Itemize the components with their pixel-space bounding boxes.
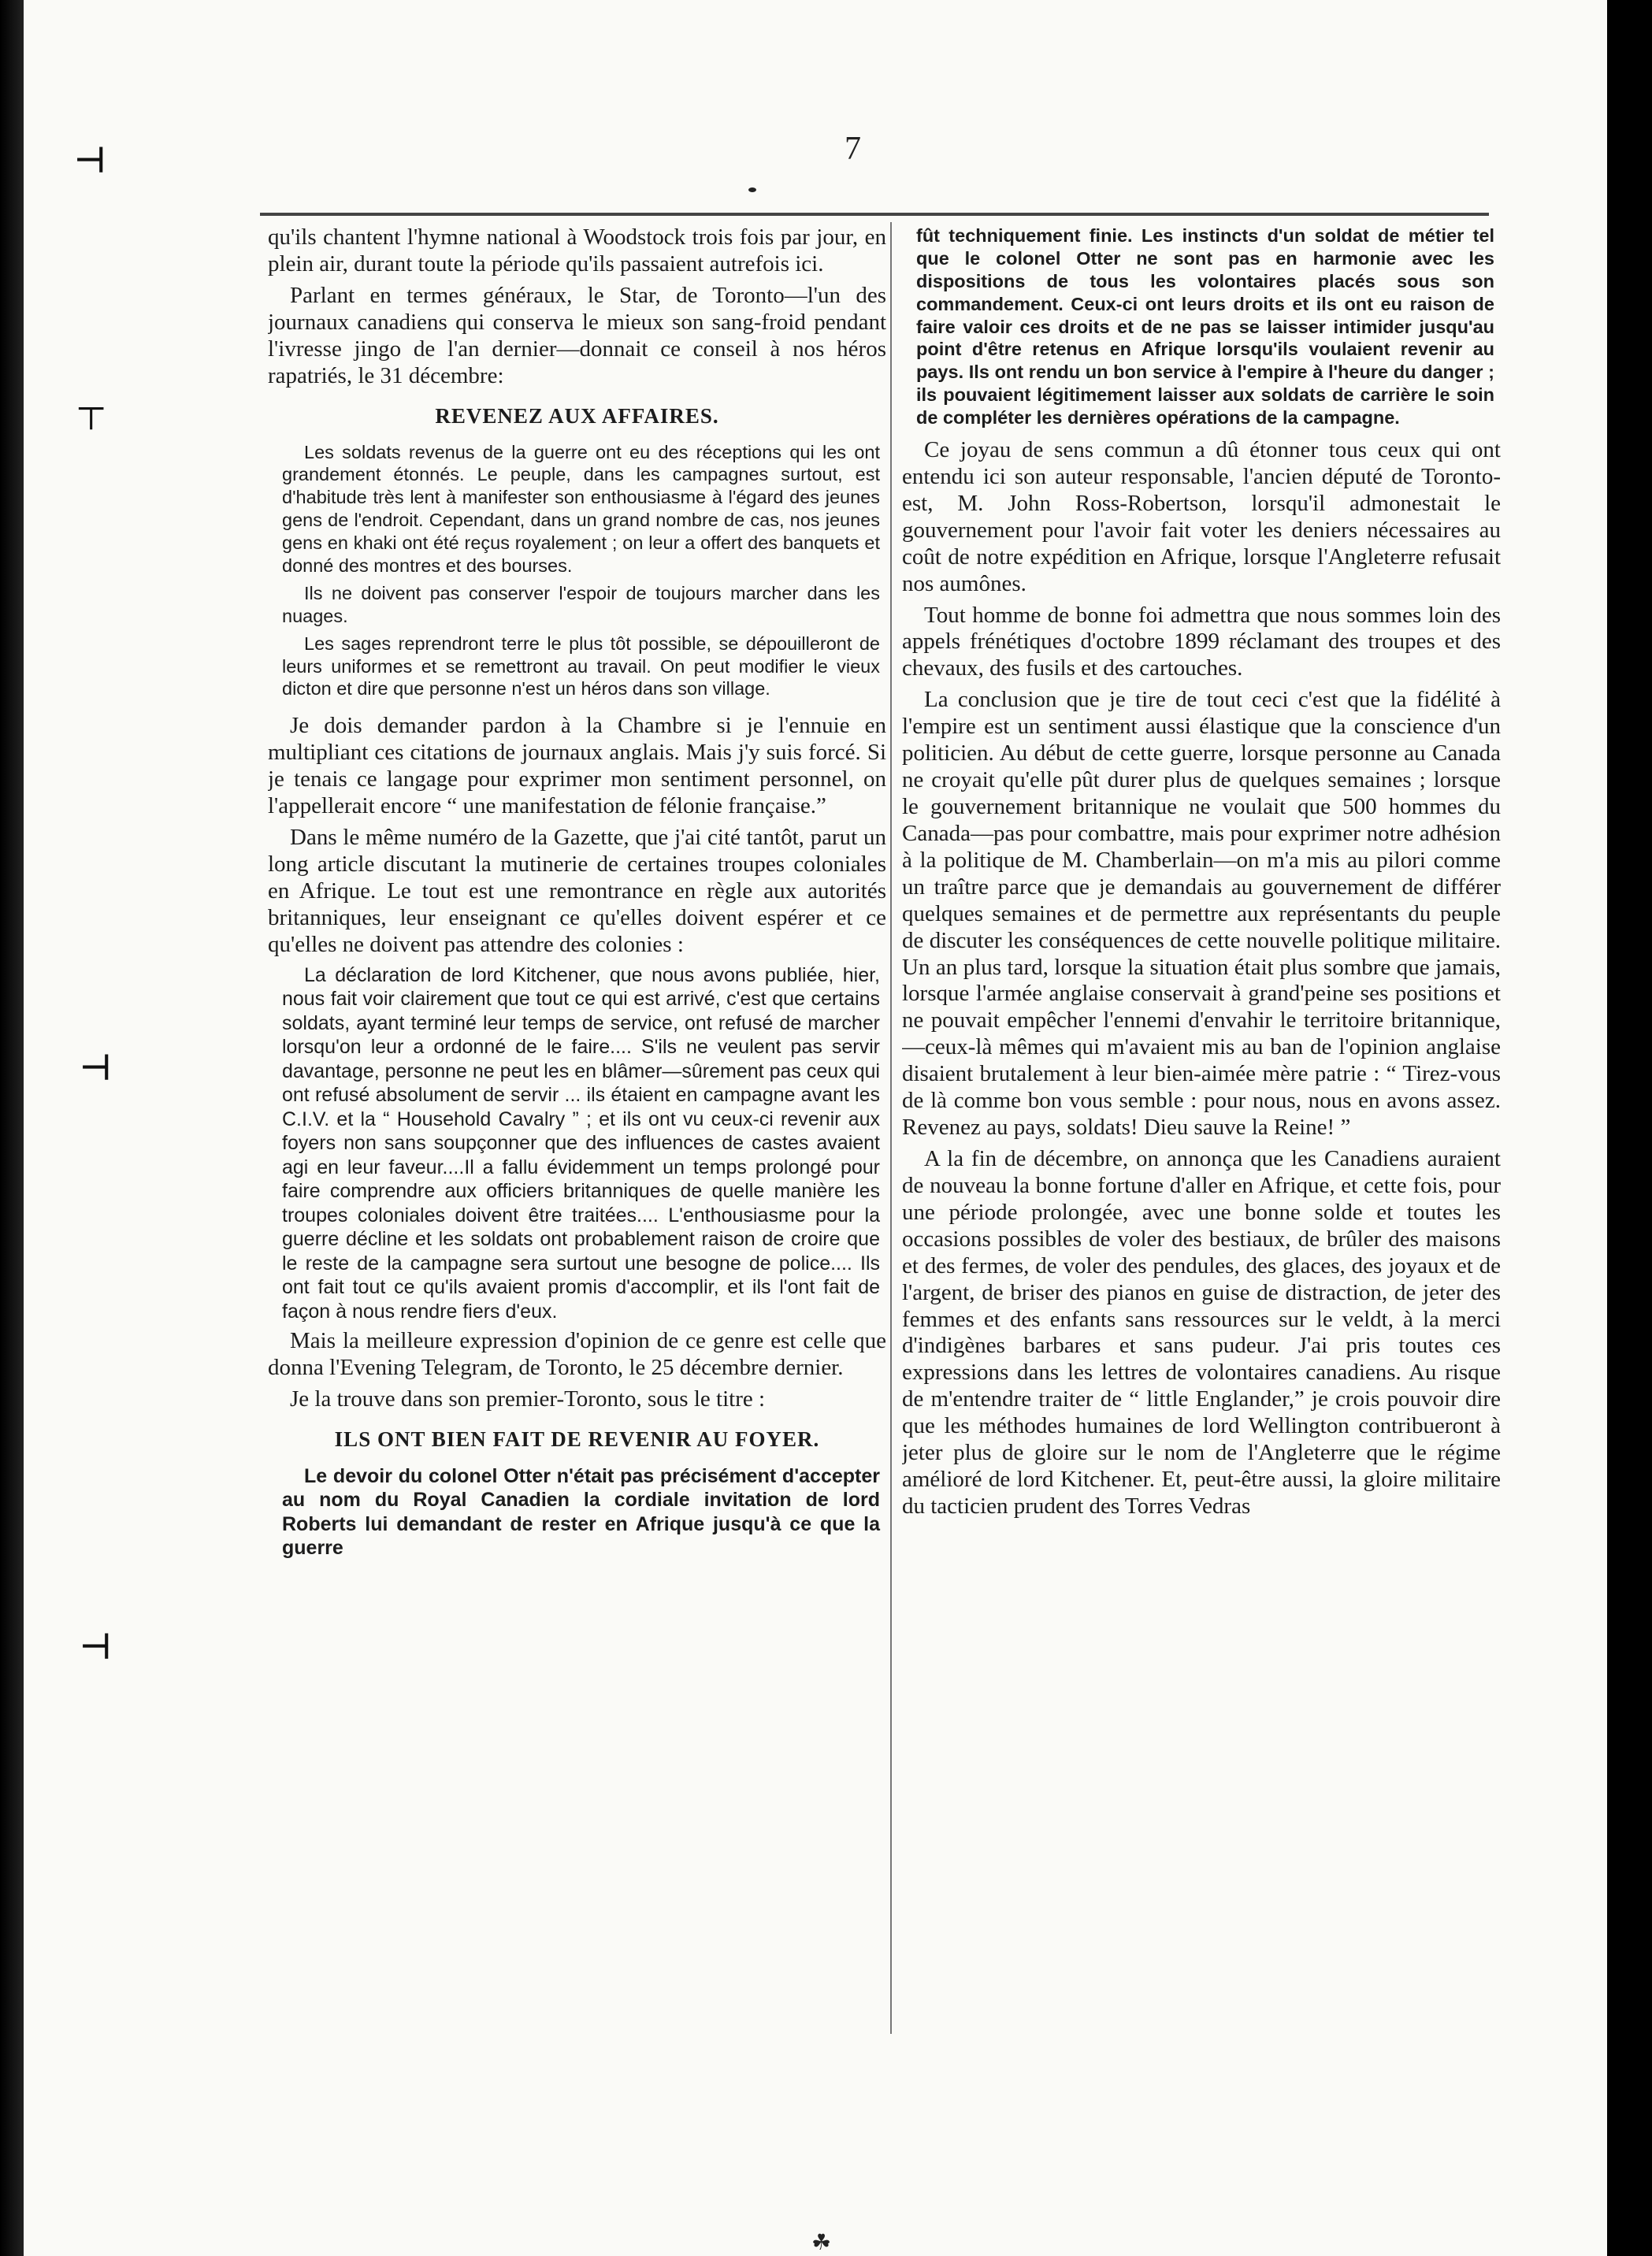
quote-paragraph: Le devoir du colonel Otter n'était pas précisément d'accepter au nom du Royal Canadien la cordiale invitation de lord Roberts lui demandant de rester en Afrique jusqu'à ce que la guerre [282, 1464, 880, 1560]
scan-right-edge [1607, 0, 1652, 2256]
quote-paragraph: fût techniquement finie. Les instincts d'un soldat de métier tel que le colonel Otter ne sont pas en harmonie avec les dispositions de tous les volontaires placés sous son commandement. Ceux-ci ont leurs droits et ils ont eu raison de faire valoir ces droits et de ne pas se laisser intimider jusqu'au point d'être retenus en Afrique lorsqu'ils voulaient revenir au pays. Ils ont rendu un bon service à l'empire à l'heure du danger ; ils pouvaient légitimement laisser aux soldats de carrière le soin de compléter les dernières opérations de la campagne. [916, 225, 1494, 429]
quote-paragraph: Les sages reprendront terre le plus tôt possible, se dépouilleront de leurs uniformes et se remettront au travail. On peut modifier le vieux dicton et dire que personne n'est un héros dans son village. [282, 633, 880, 699]
paragraph: La conclusion que je tire de tout ceci c'est que la fidélité à l'empire est un sentiment aussi élastique que la conscience d'un politicien. Au début de cette guerre, lorsque personne au Canada ne croyait qu'elle pût durer plus de quelques semaines ; lorsque le gouvernement britannique ne voulait que 500 hommes du Canada—pas pour combattre, mais pour exprimer notre adhésion à la politique de M. Chamberlain—on m'a mis au pilori comme un traître parce que je demandais au gouvernement de différer quelques semaines et de permettre aux représentants du peuple de discuter les conséquences de cette nouvelle politique militaire. Un an plus tard, lorsque la situation était plus sombre que jamais, lorsque l'armée anglaise conservait à grand'peine ses positions et ne pouvait empêcher l'ennemi d'envahir le territoire britannique,—ceux-là mêmes qui m'avaient mis au ban de l'opinion anglaise disaient brutalement à leur bien-aimée mère patrie : “ Tirez-vous de là comme bon vous semble : pour nous, nous en avons assez. Revenez au pays, soldats! Dieu sauve la Reine! ” [902, 687, 1501, 1141]
binding-mark-icon: ⊣ [75, 141, 106, 180]
paragraph: Dans le même numéro de la Gazette, que j'ai cité tantôt, parut un long article discutant la mutinerie de certaines troupes coloniales en Afrique. Le tout est une remontrance en règle aux autorités britanniques, leur enseignant ce qu'elles doivent espérer et ce qu'elles ne doivent pas attendre des colonies : [268, 825, 886, 957]
quote-paragraph: La déclaration de lord Kitchener, que nous avons publiée, hier, nous fait voir clairement que tout ce qui est arrivé, c'est que certains soldats, ayant terminé leur temps de service, ont refusé de marcher lorsqu'on leur a ordonné de le faire.... S'ils ne veulent pas servir davantage, personne ne peut les en blâmer—sûrement pas ceux qui ont refusé absolument de servir ... ils étaient en campagne avant les C.I.V. et la “ Household Cavalry ” ; et ils ont vu ceux-ci revenir aux foyers non sans soupçonner que des influences de castes avaient agi en leur faveur....Il a fallu évidemment un temps prolongé pour faire comprendre aux officiers britanniques de quelle manière les troupes coloniales doivent être traitées.... L'enthousiasme pour la guerre décline et les soldats ont probablement raison de croire que le reste de la campagne sera surtout une besogne de police.... Ils ont fait tout ce qu'ils avaient promis d'accomplir, et ils l'ont fait de façon à nous rendre fiers d'eux. [282, 963, 880, 1323]
paragraph: qu'ils chantent l'hymne national à Woodstock trois fois par jour, en plein air, durant toute la période qu'ils passaient autrefois ici. [268, 224, 886, 276]
quote-paragraph: Les soldats revenus de la guerre ont eu des réceptions qui les ont grandement étonnés. Le peuple, dans les campagnes surtout, est d'habitude très lent à manifester son enthousiasme à l'égard des jeunes gens de l'endroit. Cependant, dans un grand nombre de cas, nos jeunes gens en khaki ont été reçus royalement ; on leur a offert des banquets et donné des montres et des bourses. [282, 441, 880, 577]
column-divider [890, 222, 892, 2034]
quoted-article [268, 963, 886, 1324]
paragraph: Mais la meilleure expression d'opinion de ce genre est celle que donna l'Evening Telegram, de Toronto, le 25 décembre dernier. [268, 1328, 886, 1381]
newspaper-page [24, 0, 1607, 2256]
right-column [902, 224, 1501, 1525]
binding-mark-icon: ⊣ [80, 1048, 111, 1087]
header-rule [260, 213, 1489, 216]
page-number: 7 [845, 131, 861, 167]
left-column [268, 224, 886, 1565]
binding-mark-icon: ┬ [79, 388, 104, 427]
paragraph: A la fin de décembre, on annonça que les Canadiens auraient de nouveau la bonne fortune d'aller en Afrique, et cette fois, pour une période prolongée, avec une bonne solde et toutes les occasions possibles de voler des bestiaux, de brûler des maisons et des fermes, de voler des pendules, des glaces, des joyaux et de l'argent, de briser des pianos en guise de distraction, de jeter des femmes et des enfants sans ressources sur le veldt, à la merci d'indigènes barbares et sans pudeur. J'ai pris toutes ces expressions dans les lettres de volontaires canadiens. Au risque de m'entendre traiter de “ little Englander,” je crois pouvoir dire que les méthodes humaines de lord Wellington contribueront à jeter plus de gloire sur le nom de l'Angleterre que le régime amélioré de lord Kitchener. Et, peut-être aussi, la gloire militaire du tacticien prudent des Torres Vedras [902, 1145, 1501, 1519]
section-heading: ILS ONT BIEN FAIT DE REVENIR AU FOYER. [334, 1427, 820, 1451]
bottom-ink-mark: ☘ [811, 2231, 832, 2255]
paragraph: Je la trouve dans son premier-Toronto, sous le titre : [290, 1386, 766, 1412]
quote-paragraph: Ils ne doivent pas conserver l'espoir de toujours marcher dans les nuages. [282, 582, 880, 626]
ink-speck [748, 187, 756, 192]
quoted-article [902, 224, 1501, 429]
paragraph: Tout homme de bonne foi admettra que nous sommes loin des appels frénétiques d'octobre 1899 réclamant des troupes et des chevaux, des fusils et des cartouches. [902, 602, 1501, 681]
quoted-article [268, 441, 886, 701]
quoted-article [268, 1464, 886, 1560]
binding-mark-icon: ⊣ [80, 1627, 111, 1666]
paragraph: Parlant en termes généraux, le Star, de Toronto—l'un des journaux canadiens qui conserva le mieux son sang-froid pendant l'ivresse jingo de l'an dernier—donnait ce conseil à nos héros rapatriés, le 31 décembre: [268, 282, 886, 388]
paragraph: Je dois demander pardon à la Chambre si je l'ennuie en multipliant ces citations de journaux anglais. Mais j'y suis forcé. Si je tenais ce langage pour exprimer mon sentiment personnel, on l'appellerait encore “ une manifestation de félonie française.” [268, 713, 886, 819]
scan-left-edge [0, 0, 24, 2256]
section-heading: REVENEZ AUX AFFAIRES. [435, 403, 719, 428]
paragraph: Ce joyau de sens commun a dû étonner tous ceux qui ont entendu ici son auteur responsable, l'ancien député de Toronto-est, M. John Ross-Robertson, lorsqu'il admonestait le gouvernement pour l'avoir fait voter les deniers nécessaires au coût de notre expédition en Afrique, lorsque l'Angleterre refusait nos aumônes. [902, 437, 1501, 596]
